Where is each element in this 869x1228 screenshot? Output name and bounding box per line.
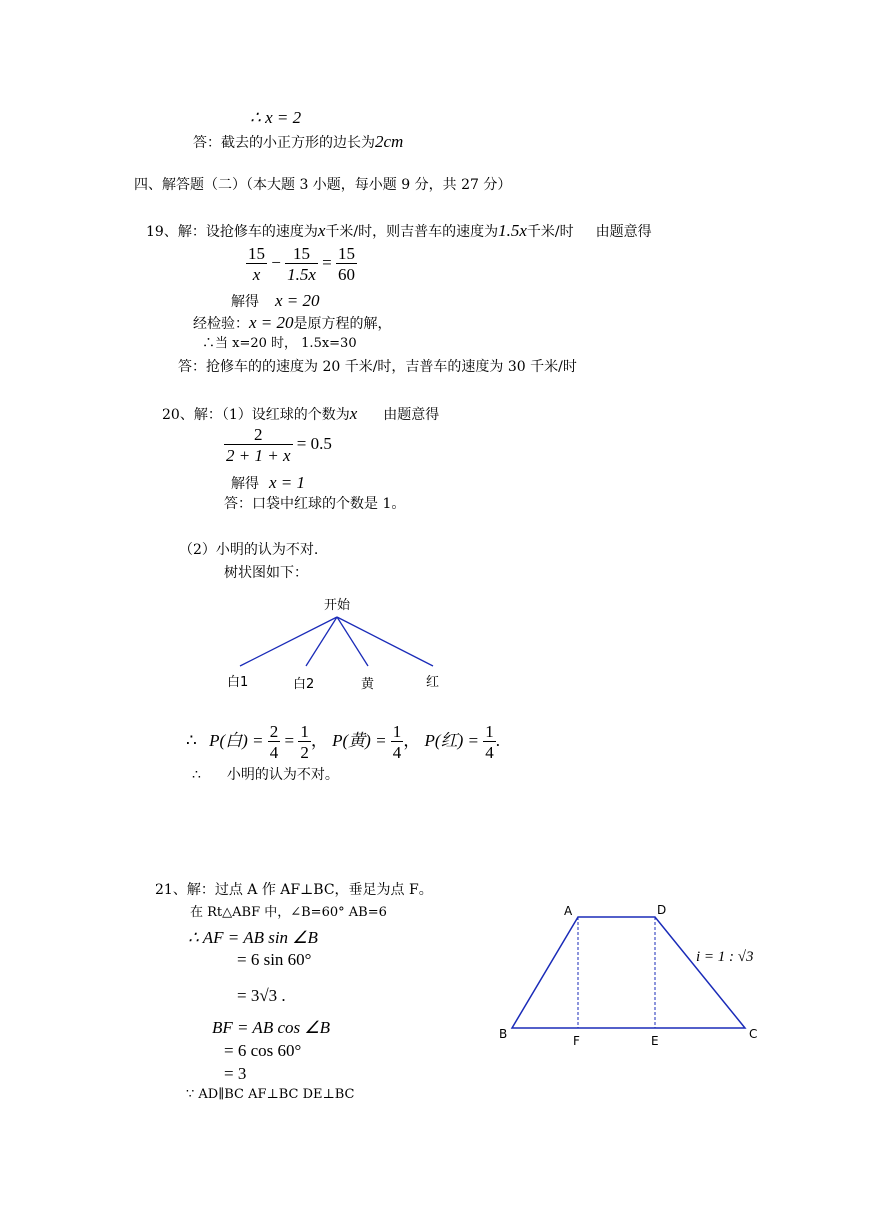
q19-intro-c: 千米/时 xyxy=(526,224,574,240)
q19-check-label: 经检验： xyxy=(193,316,249,332)
q20-answer1: 答：口袋中红球的个数是 1。 xyxy=(224,496,406,512)
q19-var-15x: 1.5x xyxy=(498,221,527,240)
q20-intro-text: 20、解：（1）设红球的个数为 xyxy=(162,407,350,423)
therefore-mark: ∴ xyxy=(186,730,197,750)
q19-frac-3: $\frac{15}{60}$ xyxy=(337,244,355,284)
q20-intro-var: x xyxy=(349,404,358,423)
result-line: ∴ x = 2 xyxy=(250,108,302,127)
point-label-a: A xyxy=(564,904,573,918)
q19-check-text: 是原方程的解， xyxy=(293,316,392,332)
therefore-mark: ∴ xyxy=(192,767,201,783)
tree-leaf: 白1 xyxy=(227,675,249,690)
prob-red-frac: $\frac{1}{4}$ xyxy=(485,722,494,762)
point-label-e: E xyxy=(651,1034,659,1048)
q21-af-1: ∴ AF = AB sin ∠B xyxy=(188,928,318,947)
point-label-d: D xyxy=(657,903,667,917)
q21-bf-1: BF = AB cos ∠B xyxy=(212,1018,330,1037)
q20-frac: $\frac{2}{2 + 1 + x}$ xyxy=(226,425,291,465)
q21-af-3: = 3√3 . xyxy=(237,986,286,1005)
q20-solve-value: x = 1 xyxy=(269,473,306,492)
answer-prefix: 答：截去的小正方形的边长为 xyxy=(193,135,375,151)
prob-red-label: P(红) = xyxy=(424,730,479,750)
q19-var-x: x xyxy=(317,221,326,240)
point-label-b: B xyxy=(499,1027,508,1041)
q19-frac-1: $\frac{15}{x}$ xyxy=(248,244,265,284)
q19-intro-a: 19、解：设抢修车的速度为 xyxy=(146,224,318,240)
point-label-c: C xyxy=(749,1027,758,1041)
q20-probabilities: ∴ P(白) = $\frac{2}{4}$ = $\frac{1}{2}$ ， P(黄) = $\frac{1}{4}$ ， P(红) = $\frac{1}{4}$ . xyxy=(186,722,500,762)
q19-answer: 答：抢修车的的速度为 20 千米/时，吉普车的速度为 30 千米/时 xyxy=(178,359,577,375)
answer-value: 2cm xyxy=(375,132,404,151)
prob-white-frac-1: $\frac{2}{4}$ xyxy=(269,722,279,762)
trapezoid-abcd xyxy=(512,917,745,1028)
prob-white-label: P(白) = xyxy=(209,730,264,750)
q21-given: 在 Rt△ABF 中，∠B=60° AB=6 xyxy=(190,905,387,920)
q20-solve-label: 解得 xyxy=(231,476,259,492)
q20-conclusion-text: 小明的认为不对。 xyxy=(226,767,339,783)
q19-check-value: x = 20 xyxy=(249,313,294,332)
q20-intro-tail: 由题意得 xyxy=(383,407,440,423)
slope-ratio-label: i = 1 : √3 xyxy=(696,949,754,965)
tree-leaf: 白2 xyxy=(293,677,315,692)
q19-solve-value: x = 20 xyxy=(275,291,320,310)
q19-equation: $\frac{15}{x}$ − $\frac{15}{1.5x}$ = $\frac{15}{60}$ xyxy=(248,244,355,284)
section-title: 四、解答题（二）（本大题 3 小题，每小题 9 分，共 27 分） xyxy=(134,177,512,193)
q20-frac-rhs: = 0.5 xyxy=(296,433,332,453)
q19-frac-2: $\frac{15}{1.5x}$ xyxy=(287,244,316,284)
q19-intro-d: 由题意得 xyxy=(595,224,652,240)
q20-tree-caption: 树状图如下： xyxy=(224,565,308,581)
prob-yellow-label: P(黄) = xyxy=(332,730,387,750)
q21-because: ∵ AD∥BC AF⊥BC DE⊥BC xyxy=(186,1087,355,1102)
prob-yellow-frac: $\frac{1}{4}$ xyxy=(392,722,402,762)
q21-bf-2: = 6 cos 60° xyxy=(224,1041,302,1060)
q21-intro: 21、解：过点 A 作 AF⊥BC，垂足为点 F。 xyxy=(155,882,433,898)
q19-when-line: ∴当 x=20 时， 1.5x=30 xyxy=(202,336,357,351)
tree-leaf: 黄 xyxy=(361,677,375,692)
q19-intro-b: 千米/时，则吉普车的速度为 xyxy=(325,224,499,240)
tree-leaf: 红 xyxy=(426,675,440,690)
point-label-f: F xyxy=(573,1034,580,1048)
q21-af-2: = 6 sin 60° xyxy=(237,950,312,969)
prob-white-frac-2: $\frac{1}{2}$ xyxy=(300,722,309,762)
tree-root: 开始 xyxy=(324,598,351,613)
q21-bf-3: = 3 xyxy=(224,1064,247,1083)
q19-solve-label: 解得 xyxy=(231,294,259,310)
q20-part2: （2）小明的认为不对. xyxy=(179,542,319,558)
